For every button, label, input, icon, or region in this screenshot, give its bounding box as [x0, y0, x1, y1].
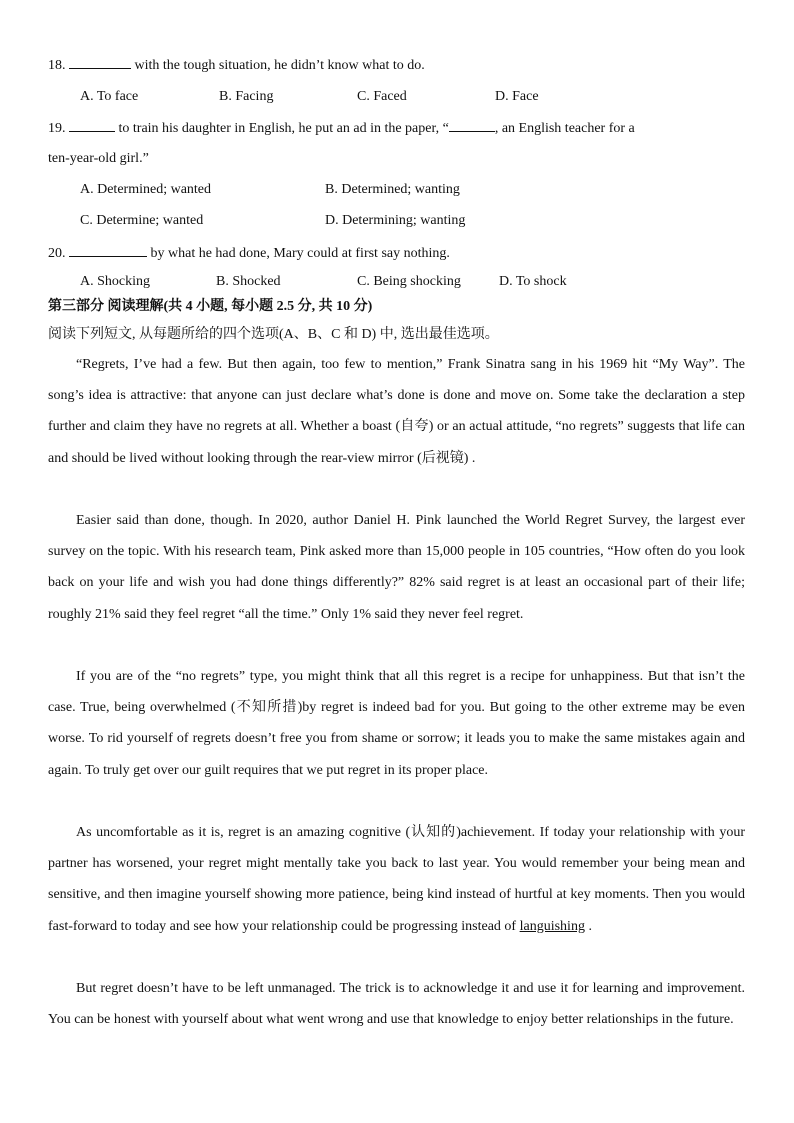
passage-paragraph-1: “Regrets, I’ve had a few. But then again, too few to mention,” Frank Sinatra sang in his 1969 hit “My Way”. The song’s idea is attractive: that anyone can just declare what’s done is done and move on. Some take the declaration a step further and claim they have no regrets at all. Whether a boast (自夸) or an actual attitude, “no regrets” suggests that life can and should be lived without looking through the rear-view mirror (后视镜) .: [48, 357, 745, 466]
question-19: [48, 119, 748, 138]
question-number: 19.: [48, 121, 66, 136]
answer-blank: [69, 244, 147, 257]
section-title: 第三部分 阅读理解(共 4 小题, 每小题 2.5 分, 共 10 分): [48, 299, 373, 314]
question-number: 18.: [48, 58, 66, 73]
underlined-word: languishing: [519, 918, 585, 934]
question-text: with the tough situation, he didn’t know what to do.: [131, 58, 425, 73]
option-b: B. Shocked: [216, 274, 281, 289]
option-a: A. Shocking: [80, 274, 150, 289]
option-d: D. Determining; wanting: [325, 213, 466, 228]
option-a: A. Determined; wanted: [80, 182, 212, 197]
passage-paragraph-5: But regret doesn’t have to be left unmanaged. The trick is to acknowledge it and use it for learning and improvement. You can be honest with yourself about what went wrong and use that knowledge to enjoy better relationships in the future.: [48, 981, 745, 1028]
option-d: D. Face: [495, 89, 539, 104]
option-c: C. Faced: [357, 89, 407, 104]
answer-blank: [449, 119, 495, 132]
question-19-continued: ten-year-old girl.”: [48, 151, 149, 166]
option-a: A. To face: [80, 89, 139, 104]
question-number: 20.: [48, 246, 66, 261]
option-d: D. To shock: [499, 274, 567, 289]
question-text: by what he had done, Mary could at first say nothing.: [147, 246, 450, 261]
question-text: to train his daughter in English, he put an ad in the paper, “: [115, 121, 449, 136]
option-b: B. Facing: [219, 89, 274, 104]
answer-blank: [69, 119, 115, 132]
passage-paragraph-4: [48, 817, 745, 942]
question-18: [48, 56, 748, 75]
question-20: [48, 244, 748, 263]
passage-paragraph-2: Easier said than done, though. In 2020, author Daniel H. Pink launched the World Regret Survey, the largest ever survey on the topic. With his research team, Pink asked more than 15,000 people in 105 countries, “How often do you look back on your life and wish you had done things differently?” 82% said regret is at least an occasional part of their life; roughly 21% said they feel regret “all the time.” Only 1% said they never feel regret.: [48, 513, 745, 622]
passage-paragraph-3: If you are of the “no regrets” type, you might think that all this regret is a recipe for unhappiness. But that isn’t the case. True, being overwhelmed (不知所措)by regret is indeed bad for you. But going to the other extreme may be even worse. To rid yourself of regrets doesn’t free you from shame or sorrow; it leads you to make the same mistakes again and again. To truly get over our guilt requires that we put regret in its proper place.: [48, 669, 745, 778]
option-c: C. Determine; wanted: [80, 213, 204, 228]
paragraph-text: .: [584, 918, 592, 934]
option-c: C. Being shocking: [357, 274, 461, 289]
answer-blank: [69, 56, 131, 69]
section-instruction: 阅读下列短文, 从每题所给的四个选项(A、B、C 和 D) 中, 选出最佳选项。: [48, 327, 499, 342]
paragraph-text: As uncomfortable as it is, regret is an amazing cognitive (认知的)achievement. If today your relationship with your partner has worsened, your regret might mentally take you back to last year. You would remember your being mean and sensitive, and then imagine yourself showing more patience, being kind instead of hurtful at key moments. Then you would fast-forward to today and see how your relationship could be progressing instead of: [48, 825, 745, 934]
option-b: B. Determined; wanting: [325, 182, 460, 197]
question-text: , an English teacher for a: [494, 121, 635, 136]
